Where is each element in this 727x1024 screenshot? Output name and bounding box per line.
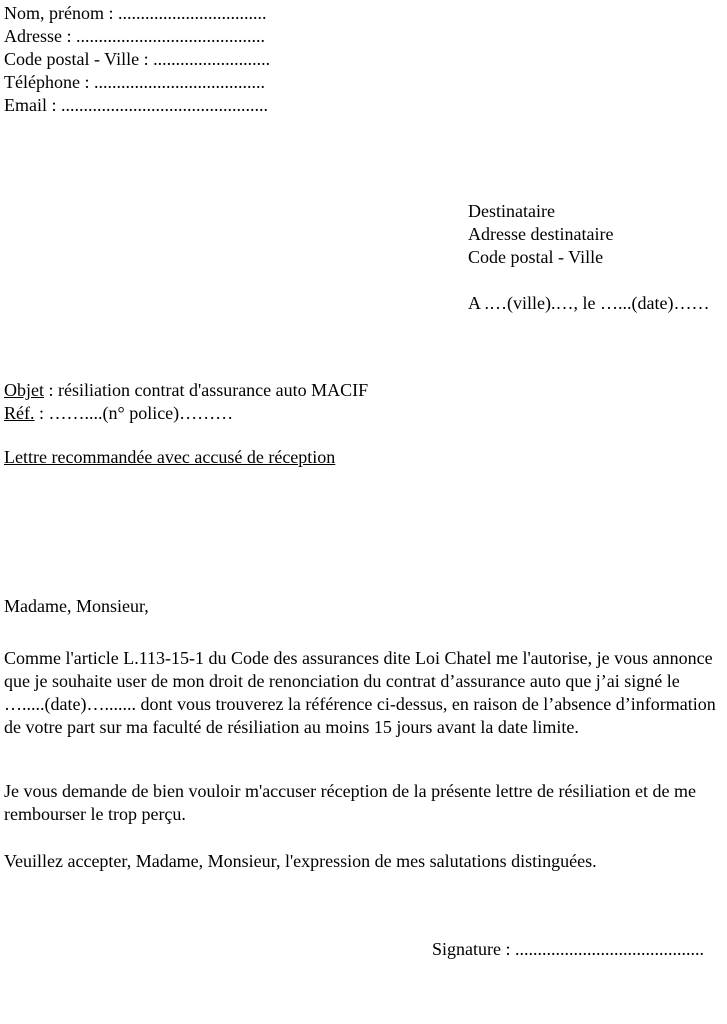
sender-phone-line: Téléphone : ...................................... [4,72,265,92]
recipient-postal-city-line: Code postal - Ville [468,247,604,267]
reference-line [4,402,368,425]
subject-line [4,379,368,402]
registered-mail-notice: Lettre recommandée avec accusé de réception [4,447,336,467]
recipient-name-line: Destinataire [468,201,555,221]
place-date-line: A .…(ville).…, le …...(date)…… [468,293,710,313]
signature-line: Signature : .......................................... [432,939,704,959]
reference-label: Réf. [4,403,35,423]
body-paragraph-2: Je vous demande de bien vouloir m'accuser réception de la présente lettre de résiliation et de me rembourser le trop perçu. [4,781,696,824]
sender-email-line: Email : .............................................. [4,95,268,115]
subject-block [4,379,368,425]
recipient-address-line: Adresse destinataire [468,224,614,244]
reference-text: : ……....(n° police)……… [34,403,234,423]
body-paragraph-3: Veuillez accepter, Madame, Monsieur, l'expression de mes salutations distinguées. [4,851,597,871]
sender-postal-city-line: Code postal - Ville : .......................... [4,49,271,69]
sender-name-line: Nom, prénom : ................................. [4,3,267,23]
body-paragraph-1: Comme l'article L.113-15-1 du Code des assurances dite Loi Chatel me l'autorise, je vous annonce que je souhaite user de mon droit de renonciation du contrat d’assurance auto que j’ai signé le ….....(date)…....... dont vous trouverez la référence ci-dessus, en raison de l’absence d’information de votre part sur ma faculté de résiliation au moins 15 jours avant la date limite. [4,648,716,737]
salutation: Madame, Monsieur, [4,596,149,616]
recipient-block [468,200,613,269]
subject-text: : résiliation contrat d'assurance auto MACIF [44,380,369,400]
sender-block [4,2,270,117]
sender-address-line: Adresse : .......................................... [4,26,265,46]
subject-label: Objet [4,380,44,400]
